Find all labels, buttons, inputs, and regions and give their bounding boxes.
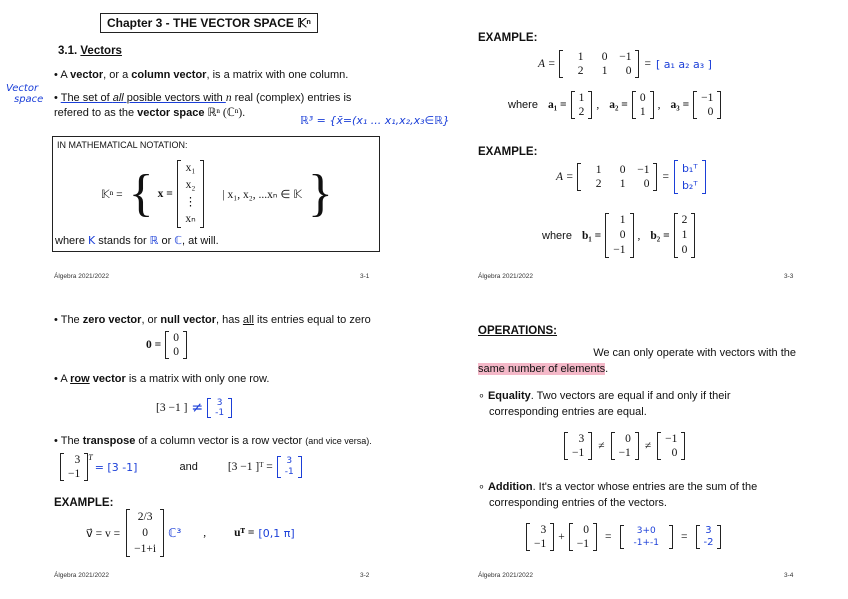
footer-left: Álgebra 2021/2022 — [478, 273, 533, 280]
bullet-row-vector: • A row vector is a matrix with only one row. — [54, 373, 270, 385]
handwritten-sum: 3+0 -1+-1 — [633, 526, 659, 548]
section-word: Vectors — [80, 45, 122, 57]
handwritten-transpose-col: 3 -1 — [277, 456, 302, 478]
footer-page: 3-1 — [360, 273, 370, 280]
bullet-vector-space: • The set of all posible vectors with n real (complex) entries is refered to as the vector space ℝⁿ (ℂⁿ). — [54, 92, 352, 119]
section-number: 3.1. — [58, 45, 81, 57]
zero-vector-eq: 0 = 0 0 — [146, 331, 187, 359]
footer-left: Álgebra 2021/2022 — [54, 273, 109, 280]
b-vector-defs: where b₁ = 1 0 −1 , b₂ = 2 1 0 — [542, 213, 695, 258]
highlighted-phrase: same number of elements — [478, 363, 606, 375]
handwritten-column: 3 -1 — [207, 398, 232, 418]
handwritten-a-row: [ a₁ a₂ a₃ ] — [655, 57, 712, 71]
box-title: IN MATHEMATICAL NOTATION: — [57, 140, 188, 150]
handwritten-r3-note: ℝ³ = {x̄=(x₁ ... x₁,x₂,x₃∈ℝ} — [300, 114, 450, 127]
margin-note: Vector space — [6, 83, 44, 105]
bullet-vector-def: • A vector, or a column vector, is a matrix with one column. — [54, 69, 349, 81]
x-column-vector: x₁ x₂ ⋮ xₙ — [177, 160, 205, 228]
bullet-transpose: • The transpose of a column vector is a row vector (and vice versa). — [54, 435, 372, 447]
transpose-example: 3 −1 $^T$ = [3 -1] and [3 −1 ]ᵀ = 3 -1 — [60, 453, 302, 481]
math-notation-box — [52, 136, 380, 252]
operations-title: OPERATIONS: — [478, 325, 558, 337]
footer-left: Álgebra 2021/2022 — [54, 572, 109, 579]
footer-page: 3-2 — [360, 572, 370, 579]
where-k-line: where K stands for ℝ or ℂ, at will. — [55, 234, 219, 247]
handwritten-transpose-row: = [3 -1] — [94, 460, 138, 474]
handwritten-b-transpose-col: b₁ᵀ b₂ᵀ — [674, 160, 706, 194]
addition-example: 3 −1 + 0 −1 = 3+0 -1+-1 = 3 -2 — [526, 523, 721, 551]
operations-intro: We can only operate with vectors with the same number of elements. — [478, 347, 796, 375]
v-example: v⃗ = v = 2/3 0 −1+i ℂ³ , uᵀ = [0,1 π] — [86, 511, 295, 555]
equality-example: 3 −1 ≠ 0 −1 ≠ −1 0 — [564, 432, 685, 460]
equality-item: ∘ Equality. Two vectors are equal if and only if their corresponding entries are equal. — [478, 390, 731, 418]
footer-left: Álgebra 2021/2022 — [478, 572, 533, 579]
footer-page: 3-4 — [784, 572, 794, 579]
handwritten-u-transpose: [0,1 π] — [258, 526, 295, 540]
example-label-1: EXAMPLE: — [478, 32, 538, 44]
example-label-2: EXAMPLE: — [478, 146, 538, 158]
handwritten-result: 3 -2 — [703, 525, 714, 548]
matrix-a-columns: A = 1 0 −1 2 1 0 = [ a₁ a₂ a₃ ] — [538, 51, 712, 77]
example-label: EXAMPLE: — [54, 497, 114, 509]
footer-page: 3-3 — [784, 273, 794, 280]
bullet-zero-vector: • The zero vector, or null vector, has all its entries equal to zero — [54, 314, 371, 326]
kn-definition: 𝕂ⁿ = { x = x₁ x₂ ⋮ xₙ | x₁, x₂, ...xₙ ∈ 𝕂 } — [101, 153, 333, 235]
matrix-a: 1 0 −1 2 1 0 — [559, 50, 639, 78]
chapter-title: Chapter 3 - THE VECTOR SPACE 𝕂ⁿ — [100, 13, 318, 33]
section-heading — [58, 45, 122, 57]
addition-item: ∘ Addition. It's a vector whose entries are the sum of the corresponding entries of the vectors. — [478, 481, 758, 509]
matrix-a-rows: A = 1 0 −1 2 1 0 = b₁ᵀ b₂ᵀ — [556, 160, 706, 194]
a-column-defs: where a₁ = 1 2 , a₂ = 0 1 , a₃ = −1 0 — [508, 91, 721, 119]
row-vector-example: [3 −1 ] ≠ 3 -1 — [156, 398, 232, 418]
